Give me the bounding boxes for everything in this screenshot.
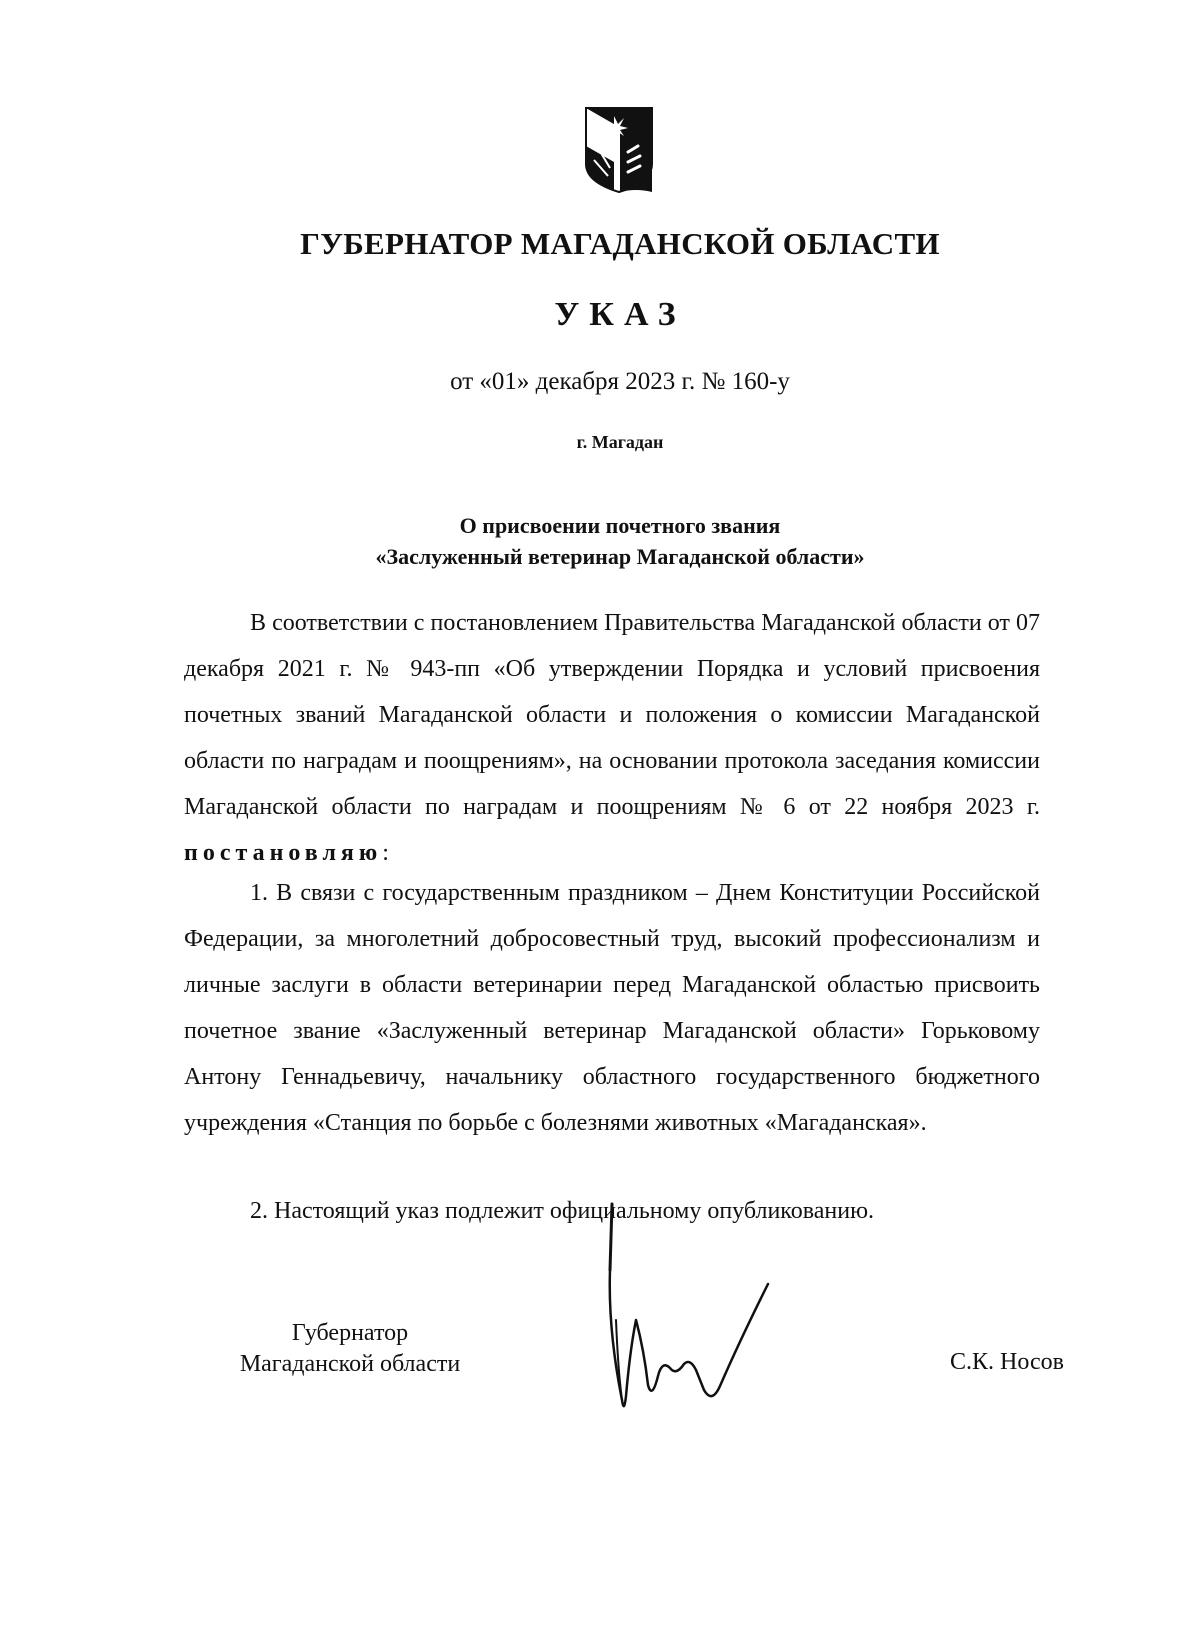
decree-item-1: [184, 870, 1040, 1146]
handwritten-signature: [600, 1200, 790, 1430]
document-subject: [0, 510, 1200, 572]
signatory-position-line-2: Магаданской области: [239, 1351, 461, 1377]
item-1-text: 1. В связи с государственным праздником – Днем Конституции Российской Федерации, за многолетний добросовестный труд, высокий профессионализм и личные заслуги в области ветеринарии перед Магаданской областью присвоить почетное звание «Заслуженный ветеринар Магаданской области» Горьковому Антону Геннадьевичу, начальнику областного государственного бюджетного учреждения «Станция по борьбе с болезнями животных «Магаданская».: [184, 880, 1040, 1136]
subject-line-2: «Заслуженный ветеринар Магаданской области»: [375, 544, 865, 569]
document-city: г. Магадан: [576, 432, 664, 452]
document-type: УКАЗ: [554, 296, 686, 333]
subject-line-1: О присвоении почетного звания: [459, 513, 781, 538]
preamble-paragraph: [184, 600, 1040, 876]
signatory-name: С.К. Носов: [950, 1349, 1064, 1375]
document-date-number: от «01» декабря 2023 г. № 160-у: [450, 368, 790, 395]
decree-word: постановляю: [184, 840, 383, 866]
signatory-position: [200, 1318, 500, 1380]
issuer-title: ГУБЕРНАТОР МАГАДАНСКОЙ ОБЛАСТИ: [300, 226, 940, 261]
decree-colon: :: [382, 840, 389, 866]
preamble-text: В соответствии с постановлением Правительства Магаданской области от 07 декабря 2021 г. № 943-пп «Об утверждении Порядка и условий присвоения почетных званий Магаданской области и положения о комиссии Магаданской области по наградам и поощрениям», на основании протокола заседания комиссии Магаданской области по наградам и поощрениям № 6 от 22 ноября 2023 г.: [184, 610, 1040, 820]
signatory-position-line-1: Губернатор: [291, 1320, 409, 1346]
item-2-text: 2. Настоящий указ подлежит официальному опубликованию.: [250, 1198, 875, 1224]
coat-of-arms-icon: [584, 106, 654, 194]
